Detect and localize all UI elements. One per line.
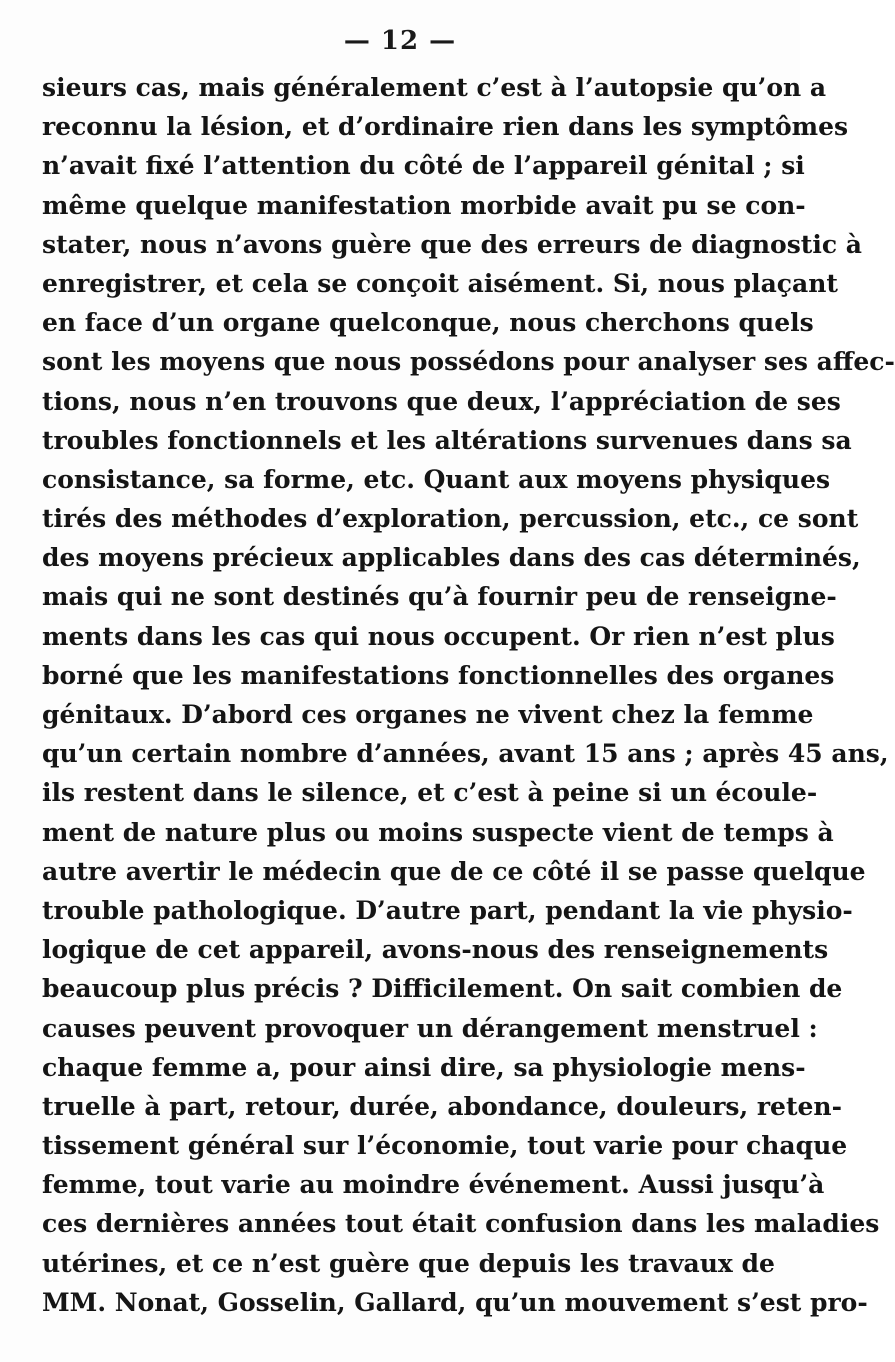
text-line: tissement général sur l’économie, tout varie pour chaque (42, 1131, 848, 1161)
text-line: MM. Nonat, Gosselin, Gallard, qu’un mouvement s’est pro- (42, 1287, 868, 1317)
text-line: troubles fonctionnels et les altérations survenues dans sa (42, 425, 852, 455)
text-line: génitaux. D’abord ces organes ne vivent chez la femme (42, 700, 814, 729)
text-line: des moyens précieux applicables dans des cas déterminés, (42, 543, 861, 573)
text-line: ment de nature plus ou moins suspecte vient de temps à (42, 817, 834, 847)
text-line: femme, tout varie au moindre événement. Aussi jusqu’à (42, 1170, 825, 1200)
text-line: utérines, et ce n’est guère que depuis les travaux de (42, 1248, 775, 1278)
text-line: ments dans les cas qui nous occupent. Or rien n’est plus (42, 621, 835, 651)
text-line: chaque femme a, pour ainsi dire, sa physiologie mens- (42, 1052, 806, 1082)
page-number: — 12 — (343, 26, 457, 56)
text-line: même quelque manifestation morbide avait pu se con- (42, 190, 806, 220)
text-line: beaucoup plus précis ? Difficilement. On sait combien de (42, 974, 843, 1004)
text-line: enregistrer, et cela se conçoit aisément. Si, nous plaçant (42, 268, 838, 298)
text-line: borné que les manifestations fonctionnelles des organes (42, 660, 835, 690)
text-line: ces dernières années tout était confusion dans les maladies (42, 1209, 880, 1239)
text-line: sont les moyens que nous possédons pour analyser ses affec- (42, 347, 895, 377)
text-line: autre avertir le médecin que de ce côté il se passe quelque (42, 856, 866, 886)
text-line: tirés des méthodes d’exploration, percussion, etc., ce sont (42, 504, 859, 534)
text-line: n’avait fixé l’attention du côté de l’appareil génital ; si (42, 151, 805, 181)
text-line: trouble pathologique. D’autre part, pendant la vie physio- (42, 895, 853, 925)
text-line: ils restent dans le silence, et c’est à peine si un écoule- (42, 778, 818, 808)
body-text (42, 68, 895, 1322)
text-line: mais qui ne sont destinés qu’à fournir peu de renseigne- (42, 582, 837, 612)
text-line: qu’un certain nombre d’années, avant 15 ans ; après 45 ans, (42, 739, 889, 769)
text-line: en face d’un organe quelconque, nous cherchons quels (42, 308, 814, 338)
text-line: stater, nous n’avons guère que des erreurs de diagnostic à (42, 229, 862, 259)
text-line: sieurs cas, mais généralement c’est à l’autopsie qu’on a (42, 73, 827, 102)
text-line: reconnu la lésion, et d’ordinaire rien dans les symptômes (42, 112, 849, 142)
text-line: tions, nous n’en trouvons que deux, l’appréciation de ses (42, 386, 841, 416)
text-line: consistance, sa forme, etc. Quant aux moyens physiques (42, 464, 831, 494)
text-line: causes peuvent provoquer un dérangement menstruel : (42, 1013, 818, 1043)
text-line: truelle à part, retour, durée, abondance, douleurs, reten- (42, 1091, 842, 1121)
text-line: logique de cet appareil, avons-nous des renseignements (42, 935, 829, 965)
